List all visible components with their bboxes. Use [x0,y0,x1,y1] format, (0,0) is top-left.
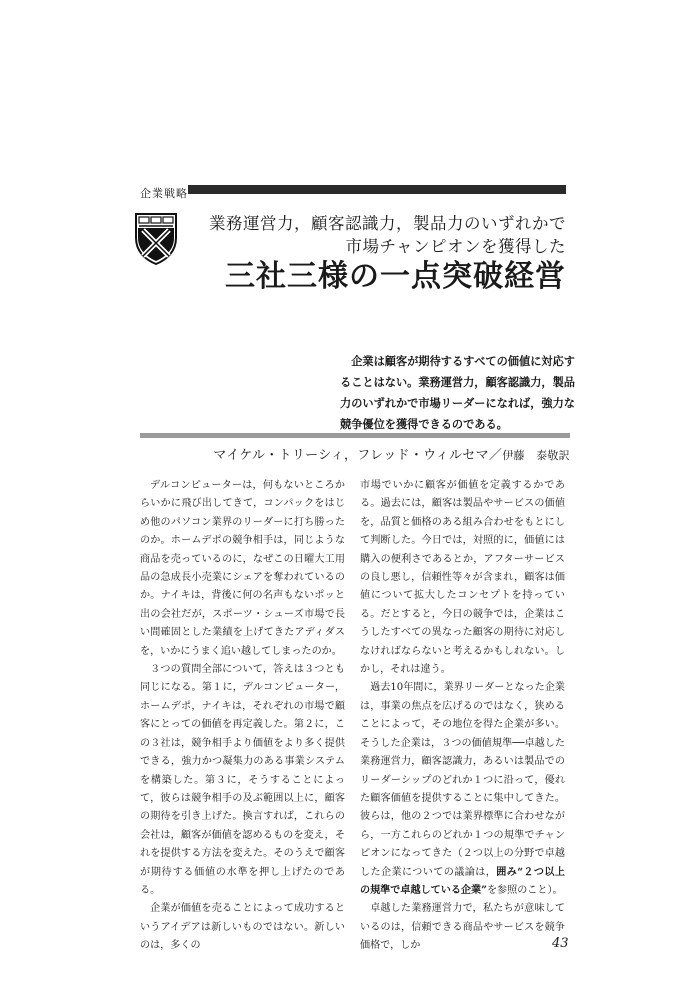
section-label: 企業戦略 [140,187,188,200]
harvard-shield-logo [134,212,178,266]
section-rule [188,185,566,194]
body-text: 過去10年間に，業界リーダーとなった企業は，事業の焦点を広げるのではなく，狭めることによって，その地位を得た企業が多い。そうした企業は，３つの価値規準──卓越した業務運営力，顧客認識力，あるいは製品での リーダーシップのどれか１つに沿って，優れた顧客価値を提供することに集中してきた。彼らは，他の２つでは業界標準に合わせながら，一方これらのどれか１つの規準でチャンピオンになってきた（２つ以上の分野で卓越した企業についての議論は， [360,682,565,878]
body-paragraph: 卓越した業務運営力で，私たちが意味しているのは，信頼できる商品やサービスを競争価格で，しか [360,903,565,952]
translator-credit: 伊藤 泰敬訳 [502,449,570,462]
subtitle-line-2: 市場チャンピオンを獲得した [345,237,566,256]
body-paragraph: デルコンピューターは，何もないところからいかに飛び出してきて，コンパックをはじめ他のパソコン業界のリーダーに打ち勝ったのか。ホームデポの競争相手は，同じような商品を売っているのに，なぜこの日曜大工用品の急成長小売業にシェアを奪われているのか。ナイキは，背後に何の名声もないポッと出の会社だが，スポーツ・シューズ市場で長い間確固とした業績を上げてきたアディダスを，いかにうまく追い越してしまったのか。 [140,480,345,657]
lead-paragraph [340,351,575,435]
page-number: 43 [552,936,569,951]
body-paragraph [360,679,565,900]
byline [195,444,570,463]
body-column-left [140,477,345,956]
lead-text: 企業は顧客が期待するすべての価値に対応することはない。業務運営力，顧客認識力，製品力のいずれかで市場リーダーになれば，強力な競争優位を獲得できるのである。 [340,355,575,431]
author-names: マイケル・トリーシィ，フレッド・ウィルセマ／ [213,448,503,463]
article-title: 三社三様の一点突破経営 [225,259,566,294]
subtitle-line-1: 業務運営力，顧客認識力，製品力のいずれかで [209,214,566,233]
sidebar-reference: 囲み“２つ以上の規準で卓越している企業” [360,866,565,896]
body-paragraph: ３つの質問全部について，答えは３つとも同じになる。第１に，デルコンピューター，ホームデポ，ナイキは，それぞれの市場で顧客にとっての価値を再定義した。第２に，この３社は，競争相手より価値をより多く提供できる，強力かつ凝集力のある事業システムを構築した。第３に，そうすることによって，彼らは競争相手の及ぶ範囲以上に，顧客の期待を引き上げた。換言すれば，これらの会社は，顧客が価値を認めるものを変え，それを提供する方法を変えた。そのうえで顧客が期待する価値の水準を押し上げたのである。 [140,664,345,896]
article-subtitle [200,212,566,258]
body-paragraph: 市場でいかに顧客が価値を定義するかである。過去には，顧客は製品やサービスの価値を，品質と価格のある組み合わせをもとにして判断した。今日では，対照的に，価値には購入の便利さであるとか，アフターサービスの良し悪し，信頼性等々が含まれ，顧客は価値について拡大したコンセプトを持っている。だとすると，今日の競争では，企業はこうしたすべての異なった顧客の期待に対応しなければならないと考えるかもしれない。しかし，それは違う。 [360,480,565,676]
body-paragraph: 企業が価値を売ることによって成功するというアイデアは新しいものではない。新しいのは，多くの [140,903,345,952]
author-rule [140,433,570,438]
body-column-right [360,477,565,956]
body-text: を参照のこと）。 [486,884,563,896]
